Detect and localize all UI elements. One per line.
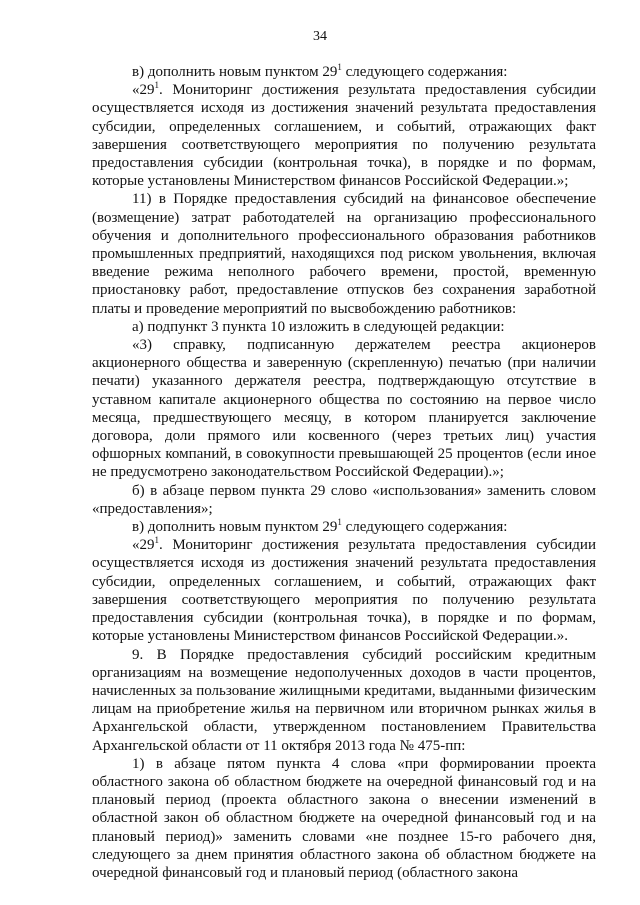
paragraph-subitem-1: 1) в абзаце пятом пункта 4 слова «при формировании проекта областного закона об областном бюджете на очередной финансовый год и на плановый период (проекта областного закона о внесении изменений в областной закон об областном бюджете на очередной финансовый год и на плановый период)» заменить словами «не позднее 15-го рабочего дня, следующего за днем принятия областного закона об областном бюджете на очередной финансовый год и плановый период (областного закона: [92, 755, 596, 881]
paragraph-add-point-29-1-a: в) дополнить новым пунктом $29^1$ следующего содержания:: [132, 62, 508, 80]
page-number: 34: [313, 29, 327, 44]
paragraph-item-11: 11) в Порядке предоставления субсидий на финансовое обеспечение (возмещение) затрат работодателей на организацию профессионального обучения и дополнительного профессионального образования работников промышленных предприятий, находящихся под риском увольнения, включая введение режима неполного рабочего времени, простой, временную приостановку работ, предоставление отпусков без сохранения заработной платы и проведение мероприятий по высвобождению работников:: [92, 191, 596, 317]
paragraph-add-point-29-1-b: в) дополнить новым пунктом $29^1$ следующего содержания:: [132, 517, 508, 536]
paragraph-subitem-b: б) в абзаце первом пункта 29 слово «использования» заменить словом «предоставления»;: [92, 482, 596, 517]
paragraph-monitoring-a: «$29^1$. Мониторинг достижения результата предоставления субсидии осуществляется исходя из достижения значений результата предоставления субсидии, определенных соглашением, и событий, отражающих факт завершения соответствующего мероприятия по получению результата предоставления субсидии (контрольная точка), в порядке и по формам, которые установлены Министерством финансов Российской Федерации.»;: [92, 80, 596, 190]
paragraph-subitem-a: а) подпункт 3 пункта 10 изложить в следующей редакции:: [132, 318, 505, 335]
document-body: [92, 63, 596, 882]
paragraph-item-9: 9. В Порядке предоставления субсидий российским кредитным организациям на возмещение недополученных доходов в части процентов, начисленных за пользование жилищными кредитами, выданными физическим лицам на приобретение жилья на первичном или вторичном рынках жилья в Архангельской области, утвержденном постановлением Правительства Архангельской области от 11 октября 2013 года № 475-пп:: [92, 646, 596, 754]
paragraph-certificate: «3) справку, подписанную держателем реестра акционеров акционерного общества и заверенную (скрепленную) печатью (при наличии печати) указанного держателя реестра, подтверждающую отсутствие в уставном капитале акционерного общества по состоянию на первое число месяца, предшествующего месяцу, в котором планируется заключение договора, доли прямого или косвенного (через третьих лиц) участия офшорных компаний, в совокупности превышающей 25 процентов (если иное не предусмотрено законодательством Российской Федерации).»;: [92, 337, 596, 481]
paragraph-monitoring-b: «$29^1$. Мониторинг достижения результата предоставления субсидии осуществляется исходя из достижения значений результата предоставления субсидии, определенных соглашением, и событий, отражающих факт завершения соответствующего мероприятия по получению результата предоставления субсидии (контрольная точка), в порядке и по формам, которые установлены Министерством финансов Российской Федерации.».: [92, 535, 596, 645]
